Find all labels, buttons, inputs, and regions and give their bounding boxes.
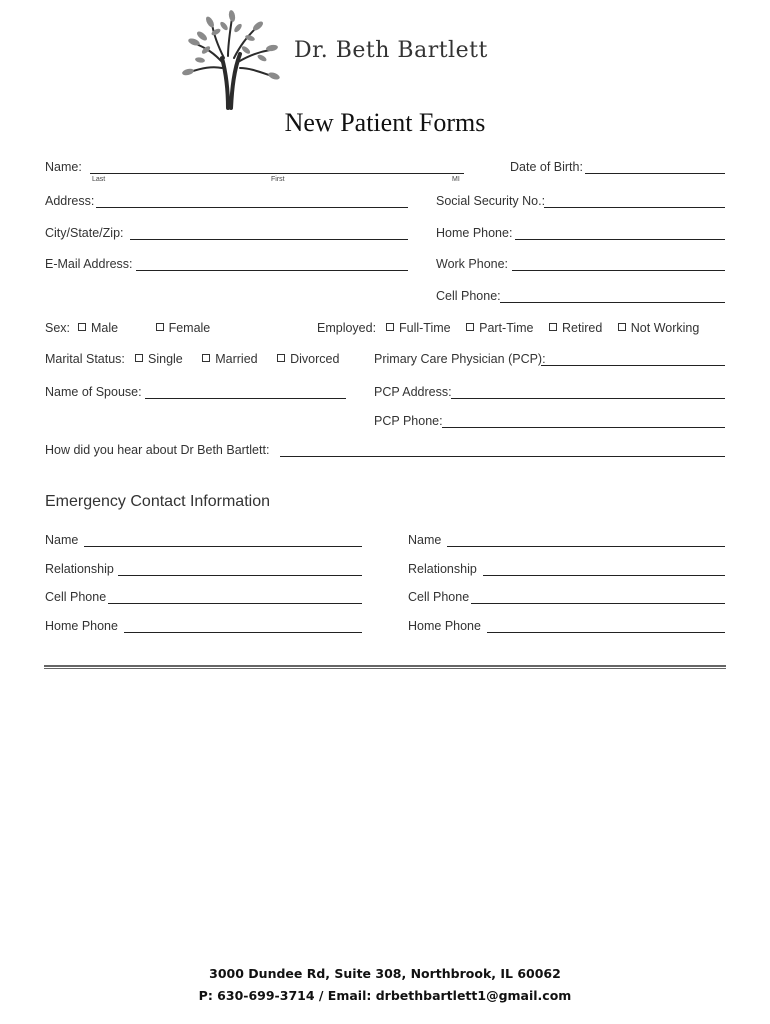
pcp-phone-label: PCP Phone: (374, 414, 443, 428)
checkbox-icon[interactable] (549, 323, 557, 331)
referral-label: How did you hear about Dr Beth Bartlett: (45, 443, 270, 457)
spouse-label: Name of Spouse: (45, 385, 142, 399)
marital-options (135, 352, 351, 366)
ssn-field[interactable] (544, 207, 725, 208)
form-title: New Patient Forms (284, 108, 486, 137)
checkbox-icon[interactable] (202, 354, 210, 362)
work-phone-label: Work Phone: (436, 257, 509, 271)
checkbox-icon[interactable] (618, 323, 626, 331)
cell-phone-label: Cell Phone: (436, 289, 501, 303)
referral-field[interactable] (280, 456, 725, 457)
ec2-name-field[interactable] (447, 546, 725, 547)
employed-option-retired[interactable]: Retired (549, 321, 602, 335)
marital-option-divorced[interactable]: Divorced (277, 352, 339, 366)
marital-status-label: Marital Status: (45, 352, 125, 366)
emergency-heading: Emergency Contact Information (45, 493, 270, 510)
employed-option-part-time[interactable]: Part-Time (466, 321, 533, 335)
pcp-phone-field[interactable] (442, 427, 725, 428)
name-field[interactable] (90, 173, 464, 174)
ec1-name-label: Name (45, 533, 79, 547)
name-label: Name: (45, 160, 82, 174)
ec2-relationship-field[interactable] (483, 575, 725, 576)
ec2-cell-label: Cell Phone (408, 590, 470, 604)
employed-option-not-working[interactable]: Not Working (618, 321, 700, 335)
checkbox-icon[interactable] (135, 354, 143, 362)
spouse-field[interactable] (145, 398, 346, 399)
checkbox-icon[interactable] (277, 354, 285, 362)
ssn-label: Social Security No.: (436, 194, 546, 208)
checkbox-icon[interactable] (466, 323, 474, 331)
brand-name: Dr. Beth Bartlett (294, 38, 488, 63)
pcp-field[interactable] (541, 365, 725, 366)
footer-address: 3000 Dundee Rd, Suite 308, Northbrook, IL 60062 (209, 966, 561, 981)
ec1-home-label: Home Phone (45, 619, 118, 633)
ec1-home-field[interactable] (124, 632, 362, 633)
name-sub-first: First (271, 176, 285, 183)
pcp-label: Primary Care Physician (PCP): (374, 352, 546, 366)
ec2-name-label: Name (408, 533, 442, 547)
name-sub-mi: MI (452, 176, 460, 183)
ec1-cell-label: Cell Phone (45, 590, 107, 604)
ec2-home-label: Home Phone (408, 619, 481, 633)
home-phone-field[interactable] (515, 239, 725, 240)
ec1-cell-field[interactable] (108, 603, 362, 604)
address-field[interactable] (96, 207, 408, 208)
city-state-zip-field[interactable] (130, 239, 408, 240)
ec1-relationship-label: Relationship (45, 562, 114, 576)
employed-options (386, 321, 699, 335)
ec2-relationship-label: Relationship (408, 562, 477, 576)
checkbox-icon[interactable] (156, 323, 164, 331)
employed-label: Employed: (317, 321, 377, 335)
tree-logo-icon (176, 8, 286, 112)
email-field[interactable] (136, 270, 408, 271)
section-divider-thin (44, 668, 726, 669)
dob-label: Date of Birth: (510, 160, 583, 174)
city-state-zip-label: City/State/Zip: (45, 226, 124, 240)
section-divider (44, 665, 726, 667)
ec1-relationship-field[interactable] (118, 575, 362, 576)
sex-option-male[interactable]: Male (78, 321, 118, 335)
ec1-name-field[interactable] (84, 546, 362, 547)
pcp-address-field[interactable] (451, 398, 725, 399)
marital-option-single[interactable]: Single (135, 352, 183, 366)
marital-option-married[interactable]: Married (202, 352, 257, 366)
ec2-cell-field[interactable] (471, 603, 725, 604)
address-label: Address: (45, 194, 95, 208)
work-phone-field[interactable] (512, 270, 725, 271)
sex-options (78, 321, 222, 335)
sex-option-female[interactable]: Female (156, 321, 211, 335)
email-label: E-Mail Address: (45, 257, 133, 271)
sex-label: Sex: (45, 321, 71, 335)
dob-field[interactable] (585, 173, 725, 174)
cell-phone-field[interactable] (500, 302, 725, 303)
checkbox-icon[interactable] (386, 323, 394, 331)
footer-contact: P: 630-699-3714 / Email: drbethbartlett1@gmail.com (198, 988, 572, 1003)
pcp-address-label: PCP Address: (374, 385, 452, 399)
home-phone-label: Home Phone: (436, 226, 513, 240)
checkbox-icon[interactable] (78, 323, 86, 331)
employed-option-full-time[interactable]: Full-Time (386, 321, 451, 335)
ec2-home-field[interactable] (487, 632, 725, 633)
name-sub-last: Last (92, 176, 106, 183)
